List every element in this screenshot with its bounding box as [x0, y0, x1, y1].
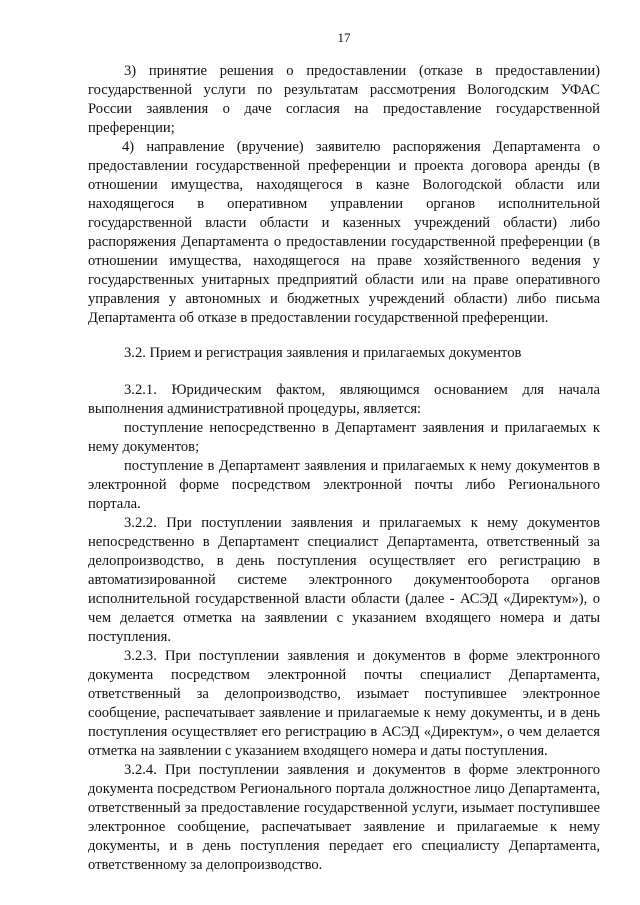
- section-heading: 3.2. Прием и регистрация заявления и прилагаемых документов: [124, 345, 522, 361]
- page-number: 17: [337, 30, 351, 45]
- paragraph-3-2-1: 3.2.1. Юридическим фактом, являющимся основанием для начала выполнения административной процедуры, является:: [88, 382, 600, 417]
- document-page: [88, 30, 600, 875]
- paragraph-3-2-2: 3.2.2. При поступлении заявления и прилагаемых к нему документов непосредственно в Департамент специалист Департамента, ответственный за делопроизводство, в день поступления осуществляет его регистрацию в автоматизированной системе электронного документооборота органов исполнительной государственной власти области (далее - АСЭД «Директум»), о чем делается отметка на заявлении с указанием входящего номера и даты поступления.: [88, 515, 600, 645]
- paragraph-receipt-direct: поступление непосредственно в Департамент заявления и прилагаемых к нему документов;: [88, 420, 600, 455]
- paragraph-3-2-4: 3.2.4. При поступлении заявления и документов в форме электронного документа посредством Регионального портала должностное лицо Департамента, ответственный за предоставление государственной услуги, изымает поступившее электронное сообщение, распечатывает заявление и прилагаемые к нему документы, и в день поступления передает его специалисту Департамента, ответственному за делопроизводство.: [88, 762, 600, 873]
- paragraph-item-3: 3) принятие решения о предоставлении (отказе в предоставлении) государственной услуги по результатам рассмотрения Вологодским УФАС России заявления о даче согласия на предоставление государственной преференции;: [88, 63, 600, 136]
- paragraph-item-4: 4) направление (вручение) заявителю распоряжения Департамента о предоставлении государственной преференции и проекта договора аренды (в отношении имущества, находящегося в казне Вологодской области или находящегося в оперативном управлении органов исполнительной государственной власти области и казенных учреждений области) либо распоряжения Департамента о предоставлении государственной преференции (в отношении имущества, находящегося на праве хозяйственного ведения у государственных унитарных предприятий области или на праве оперативного управления у автономных и бюджетных учреждений области) либо письма Департамента об отказе в предоставлении государственной преференции.: [88, 139, 600, 326]
- paragraph-3-2-3: 3.2.3. При поступлении заявления и документов в форме электронного документа посредством электронной почты специалист Департамента, ответственный за делопроизводство, изымает поступившее электронное сообщение, распечатывает заявление и прилагаемые к нему документы, и в день поступления осуществляет его регистрацию в АСЭД «Директум», о чем делается отметка на заявлении с указанием входящего номера и даты поступления.: [88, 648, 600, 759]
- paragraph-receipt-electronic: поступление в Департамент заявления и прилагаемых к нему документов в электронной форме посредством электронной почты либо Регионального портала.: [88, 458, 600, 512]
